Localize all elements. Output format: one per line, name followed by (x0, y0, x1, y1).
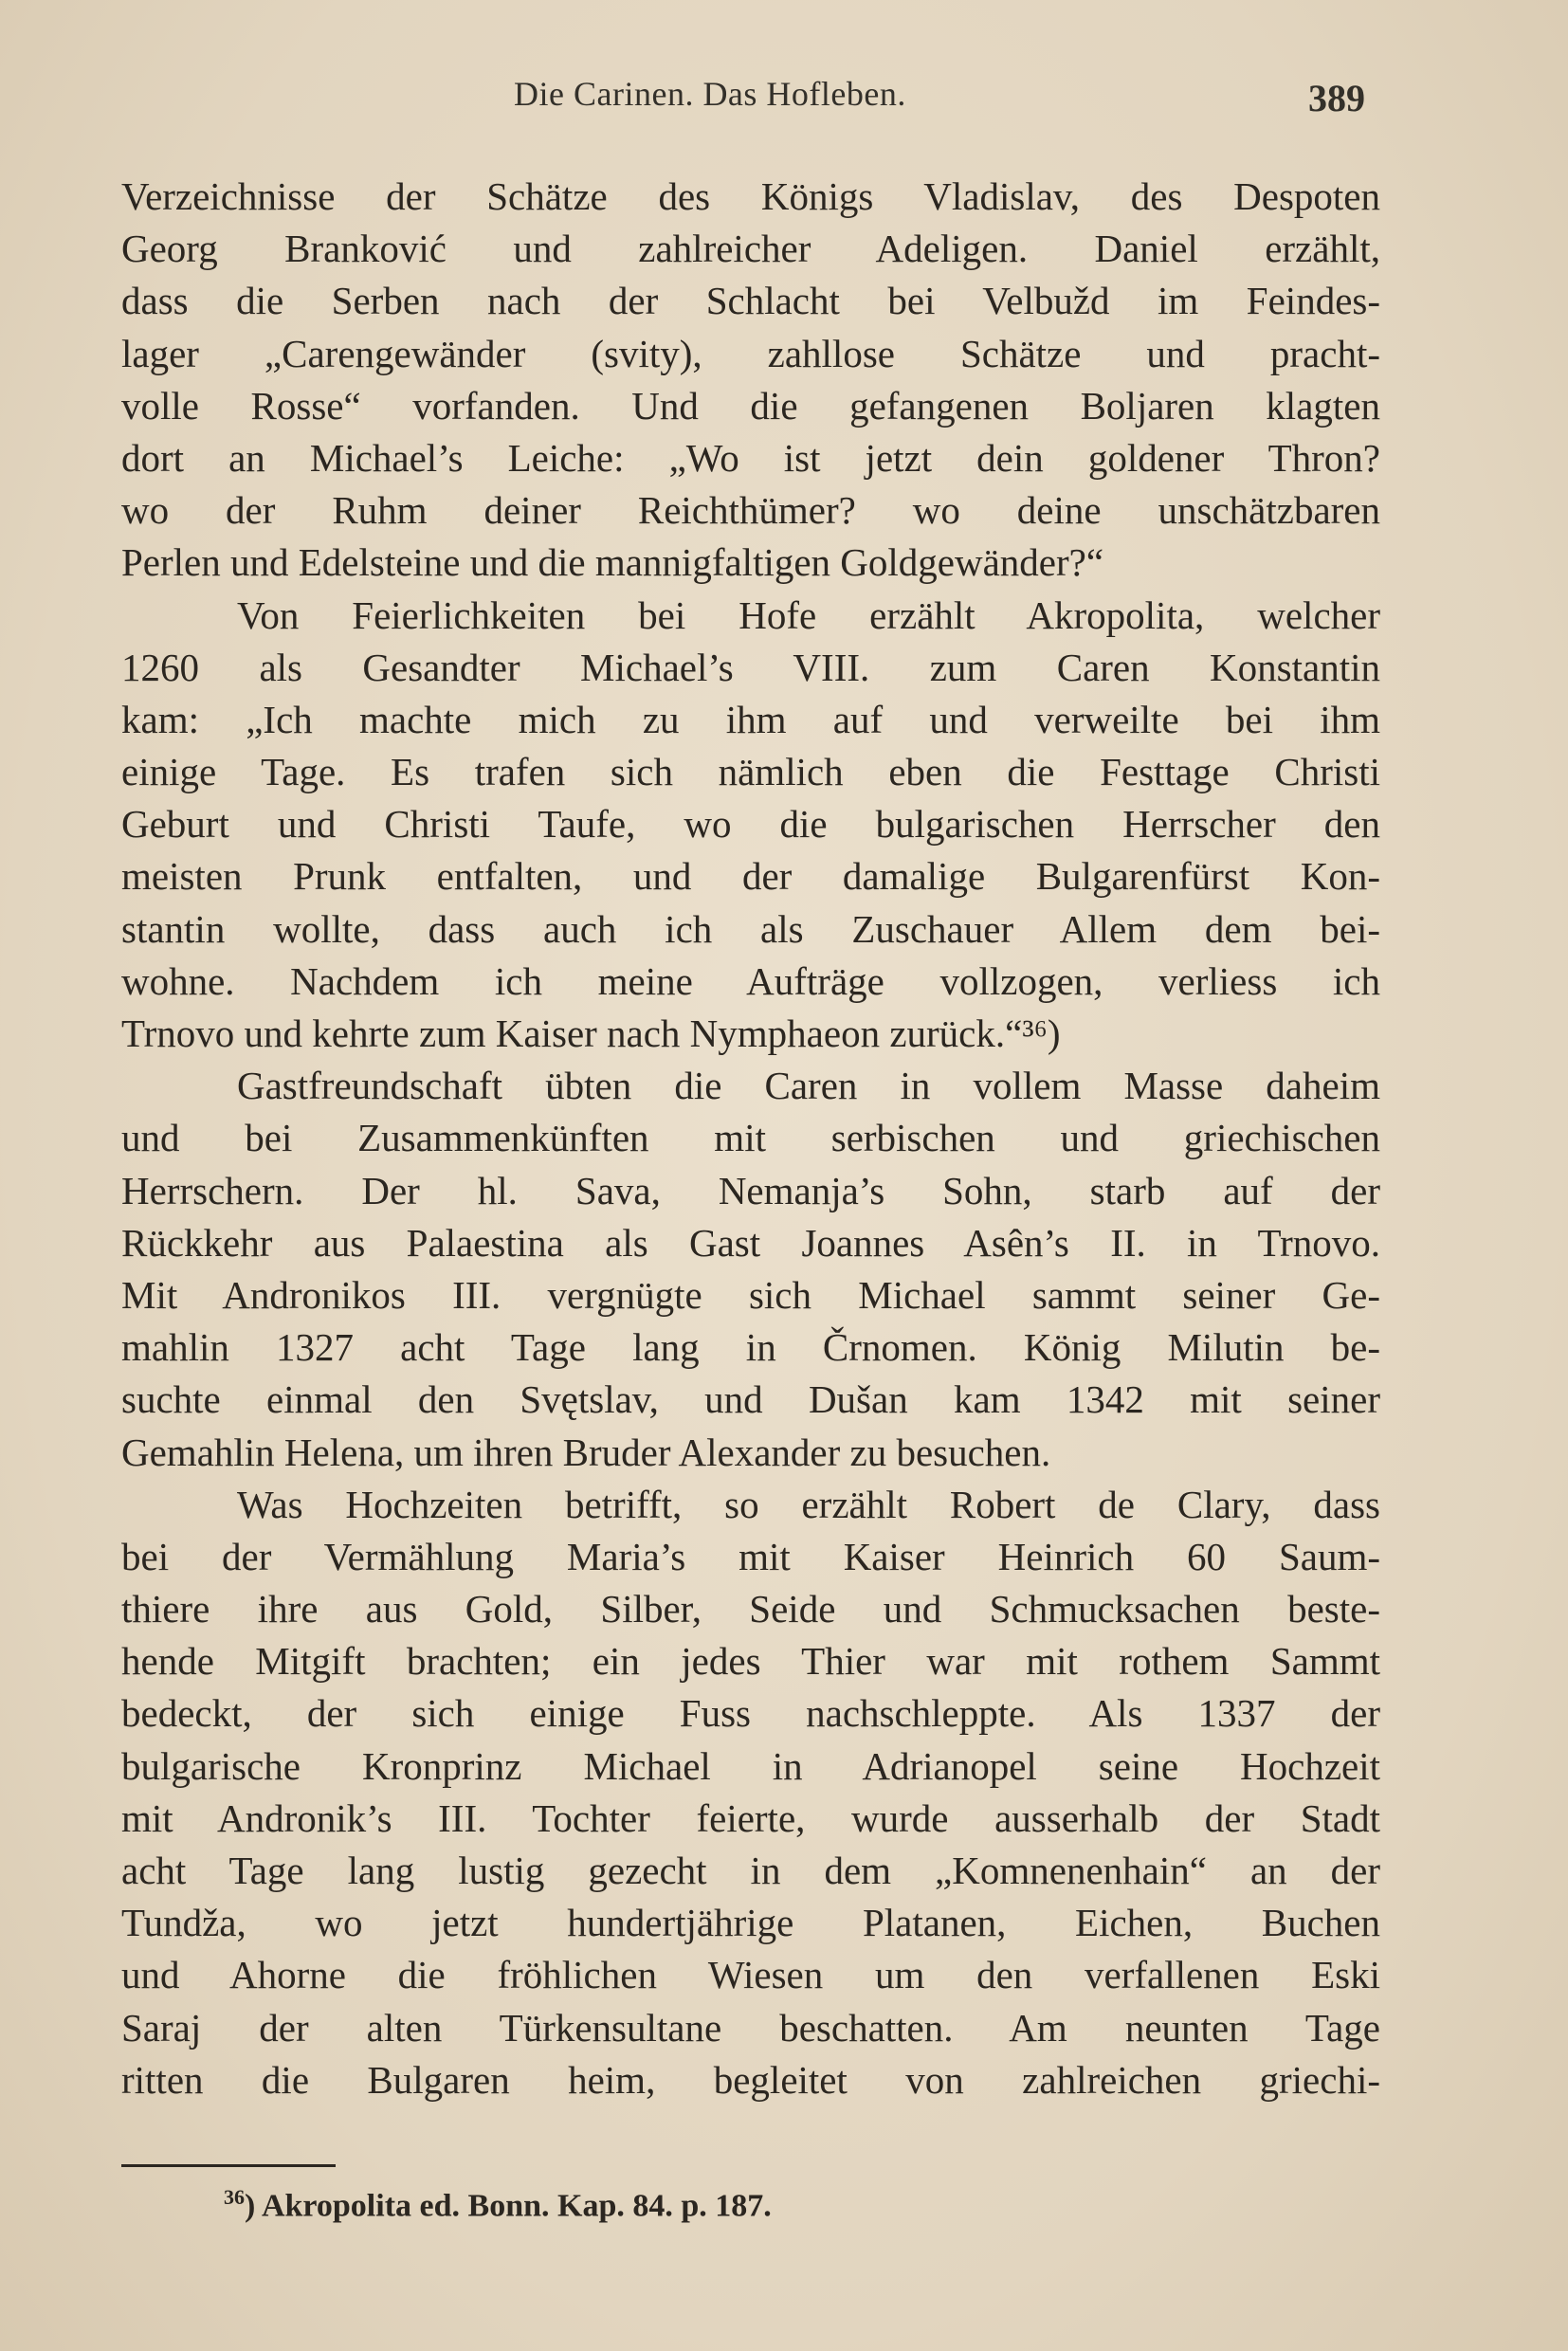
text-line: suchte einmal den Svętslav, und Dušan kam 1342 mit seiner (121, 1377, 1380, 1422)
footnote (224, 2185, 772, 2224)
text-line: kam: „Ich machte mich zu ihm auf und verweilte bei ihm (121, 697, 1380, 741)
text-line: Was Hochzeiten betrifft, so erzählt Robert de Clary, dass (237, 1482, 1380, 1526)
body-text (121, 171, 1380, 2106)
text-line: stantin wollte, dass auch ich als Zuschauer Allem dem bei- (121, 906, 1380, 951)
footnote-text: Akropolita ed. Bonn. Kap. 84. p. 187. (261, 2188, 772, 2224)
text-line: volle Rosse“ vorfanden. Und die gefangenen Boljaren klagten (121, 383, 1380, 428)
text-line: Saraj der alten Türkensultane beschatten. Am neunten Tage (121, 2005, 1380, 2050)
text-line: bulgarische Kronprinz Michael in Adrianopel seine Hochzeit (121, 1743, 1380, 1788)
footnote-divider (121, 2164, 336, 2167)
text-line: thiere ihre aus Gold, Silber, Seide und Schmucksachen beste- (121, 1587, 1380, 1631)
text-line: meisten Prunk entfalten, und der damalige Bulgarenfürst Kon- (121, 854, 1380, 899)
page-number: 389 (1308, 77, 1365, 119)
running-title: Die Carinen. Das Hofleben. (514, 75, 906, 113)
text-line: mahlin 1327 acht Tage lang in Črnomen. König Milutin be- (121, 1325, 1380, 1370)
text-line: Tundža, wo jetzt hundertjährige Platanen, Eichen, Buchen (121, 1901, 1380, 1945)
text-line: wohne. Nachdem ich meine Aufträge vollzogen, verliess ich (121, 958, 1380, 1003)
text-line: Trnovo und kehrte zum Kaiser nach Nymphaeon zurück.“³⁶) (121, 1011, 1061, 1055)
text-line: Mit Andronikos III. vergnügte sich Michael sammt seiner Ge- (121, 1272, 1380, 1317)
text-line: hende Mitgift brachten; ein jedes Thier war mit rothem Sammt (121, 1639, 1380, 1684)
text-line: einige Tage. Es trafen sich nämlich eben die Festtage Christi (121, 750, 1380, 794)
text-line: Geburt und Christi Taufe, wo die bulgarischen Herrscher den (121, 802, 1380, 847)
text-line: bedeckt, der sich einige Fuss nachschleppte. Als 1337 der (121, 1691, 1380, 1736)
text-line: dort an Michael’s Leiche: „Wo ist jetzt dein goldener Thron? (121, 435, 1380, 480)
footnote-marker: 36 (224, 2185, 245, 2209)
text-line: acht Tage lang lustig gezecht in dem „Komnenenhain“ an der (121, 1849, 1380, 1892)
text-line: ritten die Bulgaren heim, begleitet von zahlreichen griechi- (121, 2057, 1380, 2102)
text-line: und Ahorne die fröhlichen Wiesen um den verfallenen Eski (121, 1953, 1380, 1997)
text-line: Rückkehr aus Palaestina als Gast Joannes Asên’s II. in Trnovo. (121, 1220, 1380, 1265)
text-line: Gastfreundschaft übten die Caren in vollem Masse daheim (237, 1064, 1380, 1108)
text-line: Gemahlin Helena, um ihren Bruder Alexander zu besuchen. (121, 1430, 1051, 1474)
text-line: dass die Serben nach der Schlacht bei Velbužd im Feindes- (121, 279, 1380, 323)
text-line: und bei Zusammenkünften mit serbischen und griechischen (121, 1116, 1380, 1160)
text-line: Von Feierlichkeiten bei Hofe erzählt Akropolita, welcher (237, 592, 1380, 637)
text-line: Georg Branković und zahlreicher Adeligen. Daniel erzählt, (121, 227, 1380, 271)
text-line: mit Andronik’s III. Tochter feierte, wurde ausserhalb der Stadt (121, 1795, 1380, 1840)
text-line: Herrschern. Der hl. Sava, Nemanja’s Sohn, starb auf der (121, 1168, 1380, 1212)
text-line: Verzeichnisse der Schätze des Königs Vladislav, des Despoten (121, 174, 1380, 218)
text-line: wo der Ruhm deiner Reichthümer? wo deine unschätzbaren (121, 488, 1380, 533)
text-line: bei der Vermählung Maria’s mit Kaiser Heinrich 60 Saum- (121, 1534, 1380, 1578)
text-line: Perlen und Edelsteine und die mannigfaltigen Goldgewänder?“ (121, 540, 1104, 585)
footnote-bracket: ) (245, 2188, 262, 2224)
text-line: lager „Carengewänder (svity), zahllose Schätze und pracht- (121, 331, 1380, 375)
text-line: 1260 als Gesandter Michael’s VIII. zum Caren Konstantin (121, 645, 1380, 689)
